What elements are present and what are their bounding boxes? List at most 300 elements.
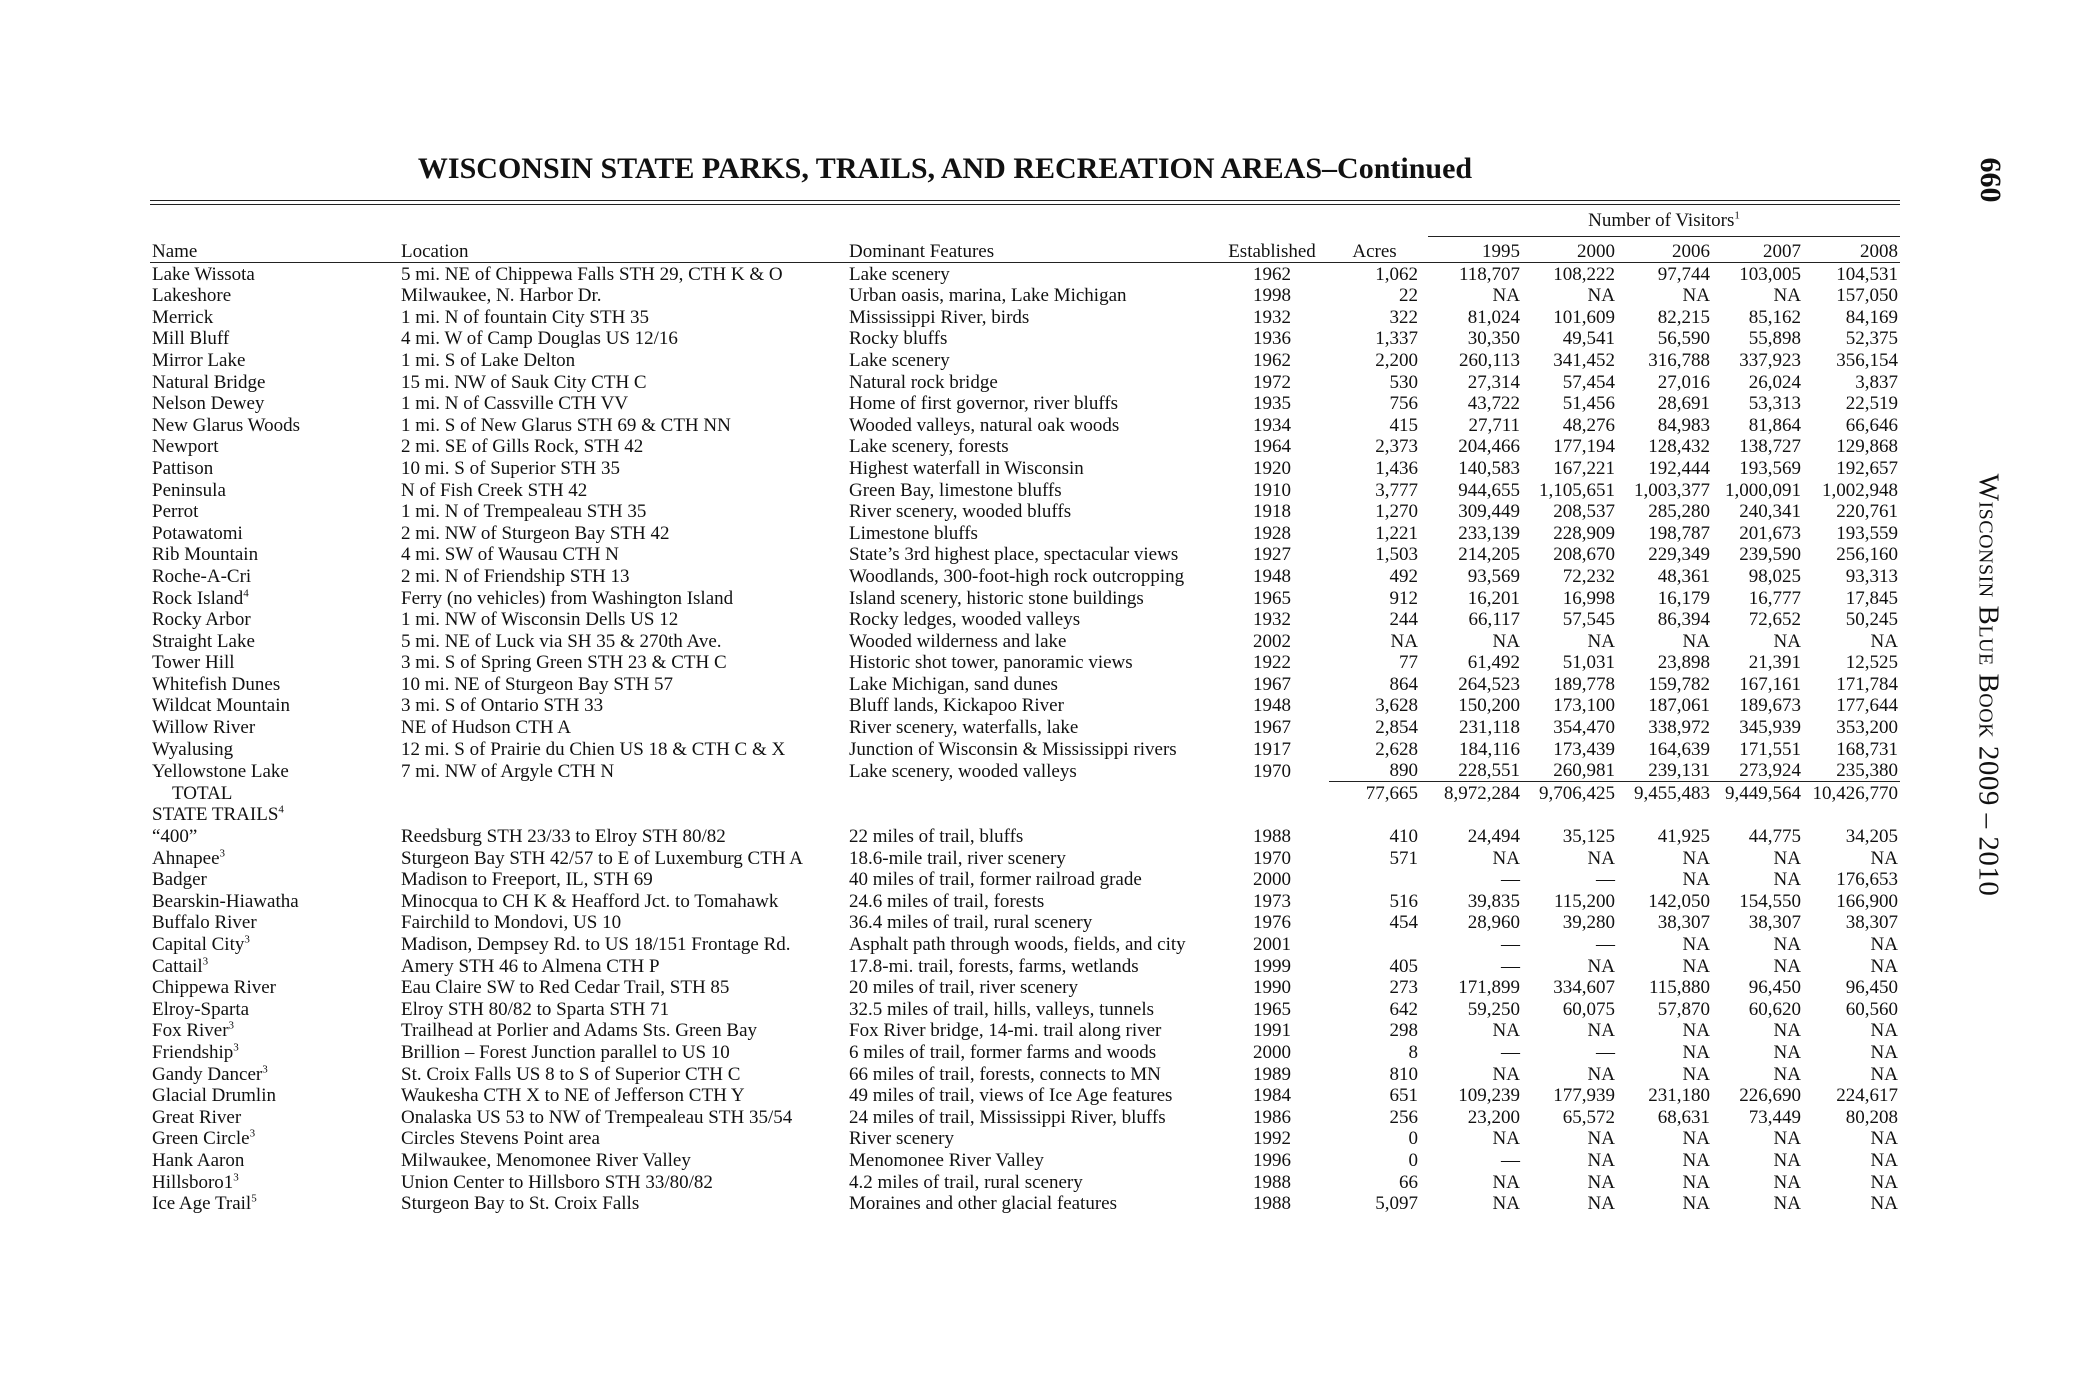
- trail-features: 36.4 miles of trail, rural scenery: [849, 912, 1093, 934]
- trail-visitors-2000: —: [1596, 1041, 1615, 1063]
- park-name-cell: [150, 436, 399, 458]
- park-row: [150, 414, 1900, 436]
- park-features: Lake Michigan, sand dunes: [849, 673, 1058, 695]
- park-visitors-1995: 150,200: [1458, 695, 1520, 717]
- park-established: 1922: [1253, 652, 1291, 674]
- park-location-text: Ferry (no vehicles) from Washington Island: [401, 587, 734, 609]
- trail-name: Great River: [152, 1106, 242, 1128]
- park-features: Urban oasis, marina, Lake Michigan: [849, 285, 1127, 307]
- trail-footnote: 3: [233, 1171, 239, 1184]
- park-row: [150, 393, 1900, 415]
- park-visitors-2007: 53,313: [1748, 393, 1801, 415]
- trail-features: 24.6 miles of trail, forests: [849, 890, 1045, 912]
- trail-acres: 571: [1389, 847, 1418, 869]
- trail-visitors-2007: 96,450: [1748, 977, 1801, 999]
- park-location-text: 1 mi. N of fountain City STH 35: [401, 306, 650, 328]
- park-visitors-2008: 256,160: [1836, 544, 1898, 566]
- park-established: 1972: [1253, 371, 1291, 393]
- trail-acres: 0: [1408, 1149, 1418, 1171]
- trail-features: 6 miles of trail, former farms and woods: [849, 1041, 1157, 1063]
- park-visitors-2000: 108,222: [1553, 263, 1615, 285]
- trail-footnote: 5: [251, 1193, 257, 1205]
- park-location-text: 4 mi. SW of Wausau CTH N: [401, 544, 619, 566]
- trail-footnote: 3: [219, 847, 226, 860]
- park-visitors-2006: 1,003,377: [1634, 479, 1710, 501]
- park-visitors-2007: 273,924: [1712, 760, 1803, 782]
- park-visitors-2008: 22,519: [1845, 393, 1898, 415]
- park-established: 1934: [1253, 414, 1291, 436]
- trail-visitors-2007: 60,620: [1748, 998, 1801, 1020]
- park-visitors-2007: 201,673: [1739, 522, 1801, 544]
- park-row: [150, 716, 1900, 738]
- park-features: State’s 3rd highest place, spectacular views: [849, 544, 1179, 566]
- trail-visitors-2007: NA: [1773, 1149, 1801, 1171]
- park-features: Wooded wilderness and lake: [849, 630, 1067, 652]
- trail-location-text: Brillion – Forest Junction parallel to US 10: [401, 1041, 730, 1063]
- trail-features: 18.6-mile trail, river scenery: [849, 847, 1066, 869]
- park-visitors-1995: 81,024: [1467, 306, 1520, 328]
- park-visitors-1995: 16,201: [1467, 587, 1520, 609]
- trail-established: 1986: [1253, 1106, 1291, 1128]
- trail-name-cell: [150, 1020, 399, 1042]
- park-visitors-2007: 21,391: [1748, 652, 1801, 674]
- park-row: [150, 760, 1900, 782]
- park-established: 1928: [1253, 522, 1291, 544]
- page-title: WISCONSIN STATE PARKS, TRAILS, AND RECREATION AREAS–Continued: [417, 152, 1473, 185]
- park-visitors-2008: 66,646: [1845, 414, 1898, 436]
- park-location-text: 15 mi. NW of Sauk City CTH C: [401, 371, 647, 393]
- trail-acres: 0: [1408, 1128, 1418, 1150]
- trail-established: 1988: [1253, 826, 1291, 848]
- park-visitors-2008: 356,154: [1836, 349, 1898, 371]
- trail-row: [150, 890, 1900, 912]
- park-visitors-2000: 177,194: [1553, 436, 1615, 458]
- trail-name: Bearskin-Hiawatha: [152, 890, 299, 912]
- park-visitors-1995: 184,116: [1458, 738, 1520, 760]
- park-location: [399, 371, 847, 393]
- park-name: Straight Lake: [152, 630, 255, 652]
- park-row: [150, 609, 1900, 631]
- trail-visitors-1995: NA: [1492, 847, 1520, 869]
- park-name-cell: [150, 522, 399, 544]
- trail-row: [150, 1171, 1900, 1193]
- trail-visitors-2006: NA: [1682, 1171, 1710, 1193]
- park-footnote: 4: [243, 587, 249, 600]
- trail-visitors-2006: NA: [1682, 1193, 1710, 1215]
- park-visitors-2000: 48,276: [1562, 414, 1615, 436]
- park-visitors-2007: 167,161: [1739, 673, 1801, 695]
- trail-name: Capital City: [152, 934, 245, 955]
- park-name: Roche-A-Cri: [152, 565, 252, 587]
- total-2000: 9,706,425: [1539, 782, 1615, 804]
- trail-visitors-2006: 142,050: [1648, 890, 1710, 912]
- header-rule-1: [150, 200, 1900, 201]
- col-header-2006: 2006: [1617, 236, 1712, 263]
- park-features: Junction of Wisconsin & Mississippi rivers: [849, 738, 1177, 760]
- park-visitors-2008: 93,313: [1845, 565, 1898, 587]
- park-visitors-1995: 140,583: [1458, 457, 1520, 479]
- park-visitors-2008: 3,837: [1855, 371, 1898, 393]
- trail-name-cell: [150, 998, 399, 1020]
- trail-established: 1976: [1253, 912, 1291, 934]
- park-visitors-2008: 52,375: [1845, 328, 1898, 350]
- trail-visitors-2008: 34,205: [1845, 826, 1898, 848]
- trail-established: 2001: [1253, 934, 1291, 955]
- trail-name-cell: [150, 825, 399, 847]
- park-features: Mississippi River, birds: [849, 306, 1030, 328]
- trail-visitors-1995: —: [1501, 934, 1520, 955]
- trail-footnote: 3: [228, 1020, 235, 1033]
- trail-visitors-1995: NA: [1492, 1171, 1520, 1193]
- trail-row: [150, 1128, 1900, 1150]
- park-visitors-2006: 82,215: [1657, 306, 1710, 328]
- park-visitors-1995: NA: [1492, 630, 1520, 652]
- park-location: [399, 630, 847, 652]
- trail-visitors-2006: NA: [1682, 1041, 1710, 1063]
- park-established: 1948: [1253, 565, 1291, 587]
- park-visitors-2007: 345,939: [1739, 717, 1801, 739]
- park-visitors-2006: 338,972: [1648, 717, 1710, 739]
- total-label: TOTAL: [152, 783, 235, 804]
- park-location-text: 1 mi. N of Trempealeau STH 35: [401, 501, 647, 523]
- park-location: [399, 501, 847, 523]
- park-visitors-2006: 84,983: [1657, 414, 1710, 436]
- trail-established: 1973: [1253, 890, 1291, 912]
- park-acres: 2,628: [1375, 738, 1418, 760]
- park-name-cell: [150, 716, 399, 738]
- park-visitors-2000: 189,778: [1553, 673, 1615, 695]
- park-visitors-2007: 103,005: [1739, 263, 1801, 285]
- park-name: Nelson Dewey: [152, 393, 265, 415]
- park-features: Limestone bluffs: [849, 522, 978, 544]
- park-features: Historic shot tower, panoramic views: [849, 652, 1133, 674]
- park-row: [150, 457, 1900, 479]
- park-name: Pattison: [152, 457, 214, 479]
- park-established: 1970: [1253, 760, 1291, 782]
- park-acres: 1,221: [1375, 522, 1418, 544]
- trail-established: 1988: [1253, 1171, 1291, 1193]
- trail-visitors-2000: 334,607: [1553, 977, 1615, 999]
- park-acres: 864: [1389, 673, 1418, 695]
- park-visitors-1995: 214,205: [1458, 544, 1520, 566]
- park-location: [399, 544, 847, 566]
- park-location: [399, 393, 847, 415]
- park-name-cell: [150, 306, 399, 328]
- trail-visitors-2008: NA: [1870, 1193, 1898, 1215]
- park-acres: 530: [1389, 371, 1418, 393]
- park-name-cell: [150, 695, 399, 717]
- col-header-acres: Acres: [1329, 236, 1420, 263]
- trail-visitors-2006: NA: [1682, 1128, 1710, 1150]
- park-row: [150, 306, 1900, 328]
- trail-name-cell: [150, 1128, 399, 1150]
- park-visitors-2007: 55,898: [1748, 328, 1801, 350]
- trail-location-text: Madison to Freeport, IL, STH 69: [401, 869, 653, 891]
- trail-location: [399, 1085, 847, 1107]
- park-row: [150, 501, 1900, 523]
- trail-location: [399, 1063, 847, 1085]
- park-acres: 244: [1389, 609, 1418, 631]
- park-location: [399, 760, 847, 782]
- park-name-cell: [150, 630, 399, 652]
- park-acres: 2,200: [1375, 349, 1418, 371]
- park-acres: 492: [1389, 565, 1418, 587]
- park-visitors-2008: 129,868: [1836, 436, 1898, 458]
- park-location-text: 1 mi. NW of Wisconsin Dells US 12: [401, 609, 679, 631]
- park-row: [150, 695, 1900, 717]
- park-location: [399, 436, 847, 458]
- trail-established: 1992: [1253, 1128, 1291, 1150]
- trail-visitors-2000: NA: [1587, 847, 1615, 869]
- park-visitors-2008: 157,050: [1836, 285, 1898, 307]
- trail-visitors-2008: 60,560: [1845, 998, 1898, 1020]
- park-acres: 1,337: [1375, 328, 1418, 350]
- trail-row: [150, 825, 1900, 847]
- park-visitors-2000: 16,998: [1562, 587, 1615, 609]
- park-visitors-2007: 85,162: [1748, 306, 1801, 328]
- park-location-text: 1 mi. N of Cassville CTH VV: [401, 393, 629, 415]
- park-name: Lakeshore: [152, 285, 232, 307]
- trail-acres: 256: [1389, 1106, 1418, 1128]
- trails-heading: [150, 804, 1900, 826]
- park-location: [399, 565, 847, 587]
- park-location: [399, 263, 847, 285]
- trails-body: [150, 825, 1900, 1214]
- trail-name-cell: [150, 955, 399, 977]
- visitors-header-text: Number of Visitors: [1588, 210, 1735, 231]
- park-visitors-1995: 309,449: [1458, 501, 1520, 523]
- park-visitors-2008: 353,200: [1836, 717, 1898, 739]
- trail-visitors-2007: 226,690: [1739, 1085, 1801, 1107]
- trail-visitors-2000: 177,939: [1553, 1085, 1615, 1107]
- park-visitors-2007: NA: [1773, 630, 1801, 652]
- trail-location: [399, 955, 847, 977]
- park-visitors-2006: 285,280: [1648, 501, 1710, 523]
- trail-visitors-2008: NA: [1870, 955, 1898, 977]
- trail-location: [399, 869, 847, 891]
- trail-visitors-2008: NA: [1870, 934, 1898, 955]
- park-row: [150, 587, 1900, 609]
- trail-visitors-2000: NA: [1587, 955, 1615, 977]
- trail-name: Ahnapee: [152, 847, 220, 869]
- trail-visitors-1995: 109,239: [1458, 1085, 1520, 1107]
- trail-established: 1965: [1253, 998, 1291, 1020]
- park-established: 1964: [1253, 436, 1291, 458]
- trail-footnote: 3: [202, 955, 209, 968]
- park-name-cell: [150, 414, 399, 436]
- park-visitors-2007: 26,024: [1748, 371, 1801, 393]
- park-established: 1965: [1253, 587, 1291, 609]
- park-location: [399, 695, 847, 717]
- park-name: Rock Island: [152, 587, 244, 609]
- trail-acres: 8: [1408, 1041, 1418, 1063]
- col-header-2000: 2000: [1522, 236, 1617, 263]
- trail-location-text: Eau Claire SW to Red Cedar Trail, STH 85: [401, 977, 730, 999]
- trail-name-cell: [150, 847, 399, 869]
- park-location-text: 12 mi. S of Prairie du Chien US 18 & CTH C & X: [401, 738, 786, 760]
- trail-visitors-1995: NA: [1492, 1063, 1520, 1085]
- park-visitors-1995: 228,551: [1420, 760, 1522, 782]
- trail-visitors-2000: 35,125: [1562, 826, 1615, 848]
- park-name-cell: [150, 673, 399, 695]
- park-established: 1948: [1253, 695, 1291, 717]
- park-name-cell: [150, 328, 399, 350]
- park-established: 1935: [1253, 393, 1291, 415]
- park-features: Lake scenery, forests: [849, 436, 1009, 458]
- trail-name: Cattail: [152, 955, 203, 977]
- park-established: 1962: [1253, 349, 1291, 371]
- park-name: Rocky Arbor: [152, 609, 251, 631]
- park-name: Wildcat Mountain: [152, 695, 291, 717]
- park-visitors-1995: NA: [1492, 285, 1520, 307]
- trail-visitors-2000: —: [1596, 869, 1615, 891]
- trail-location-text: Sturgeon Bay STH 42/57 to E of Luxemburg CTH A: [401, 847, 803, 869]
- park-name-cell: [150, 501, 399, 523]
- trail-location: [399, 998, 847, 1020]
- park-visitors-2007: 337,923: [1739, 349, 1801, 371]
- park-visitors-2000: 1,105,651: [1539, 479, 1615, 501]
- trail-visitors-2007: 44,775: [1748, 826, 1801, 848]
- park-acres: 912: [1389, 587, 1418, 609]
- park-established: 1918: [1253, 501, 1291, 523]
- trail-location-text: Waukesha CTH X to NE of Jefferson CTH Y: [401, 1085, 745, 1107]
- park-location-text: 5 mi. NE of Luck via SH 35 & 270th Ave.: [401, 630, 722, 652]
- park-acres: 415: [1389, 414, 1418, 436]
- park-established: 1998: [1253, 285, 1291, 307]
- trail-established: 1970: [1253, 847, 1291, 869]
- trail-name: Glacial Drumlin: [152, 1085, 276, 1107]
- trail-established: 1988: [1253, 1193, 1291, 1215]
- park-name: Willow River: [152, 717, 256, 739]
- trail-established: 2000: [1253, 869, 1291, 891]
- trail-visitors-1995: 23,200: [1467, 1106, 1520, 1128]
- trail-visitors-1995: 28,960: [1467, 912, 1520, 934]
- park-visitors-2006: 28,691: [1657, 393, 1710, 415]
- park-visitors-2008: 177,644: [1836, 695, 1898, 717]
- park-visitors-2008: 104,531: [1836, 263, 1898, 285]
- park-visitors-2008: 84,169: [1845, 306, 1898, 328]
- park-name-cell: [150, 393, 399, 415]
- park-acres: 1,436: [1375, 457, 1418, 479]
- park-name-cell: [150, 565, 399, 587]
- trail-visitors-2000: 65,572: [1562, 1106, 1615, 1128]
- trail-visitors-2000: 60,075: [1562, 998, 1615, 1020]
- trail-visitors-2000: NA: [1587, 1128, 1615, 1150]
- trail-acres: 651: [1389, 1085, 1418, 1107]
- park-visitors-2008: 168,731: [1836, 738, 1898, 760]
- park-visitors-2008: 193,559: [1836, 522, 1898, 544]
- trail-visitors-1995: —: [1501, 1149, 1520, 1171]
- park-row: [150, 652, 1900, 674]
- park-name-cell: [150, 285, 399, 307]
- park-acres: 2,373: [1375, 436, 1418, 458]
- trail-features: Asphalt path through woods, fields, and city: [849, 934, 1186, 955]
- trail-visitors-1995: NA: [1492, 1128, 1520, 1150]
- park-location-text: 3 mi. S of Spring Green STH 23 & CTH C: [401, 652, 727, 674]
- park-location-text: N of Fish Creek STH 42: [401, 479, 588, 501]
- trail-features: 4.2 miles of trail, rural scenery: [849, 1171, 1083, 1193]
- trail-visitors-2007: NA: [1773, 1020, 1801, 1042]
- trail-row: [150, 1149, 1900, 1171]
- park-visitors-2008: 1,002,948: [1822, 479, 1898, 501]
- park-acres: 22: [1399, 285, 1418, 307]
- park-location-text: 2 mi. NW of Sturgeon Bay STH 42: [401, 522, 670, 544]
- park-visitors-2000: 167,221: [1553, 457, 1615, 479]
- trail-visitors-2008: NA: [1870, 1171, 1898, 1193]
- park-name: Wyalusing: [152, 738, 234, 760]
- trail-visitors-2006: NA: [1682, 847, 1710, 869]
- park-established: 1962: [1253, 263, 1291, 285]
- trail-established: 1991: [1253, 1020, 1291, 1042]
- trail-visitors-2008: 38,307: [1845, 912, 1898, 934]
- park-location-text: Milwaukee, N. Harbor Dr.: [401, 285, 602, 307]
- trail-footnote: 3: [233, 1041, 239, 1054]
- park-name-cell: [150, 457, 399, 479]
- trail-acres: 642: [1389, 998, 1418, 1020]
- park-location-text: 4 mi. W of Camp Douglas US 12/16: [401, 328, 678, 350]
- park-acres: 77: [1399, 652, 1418, 674]
- trail-visitors-2000: NA: [1587, 1149, 1615, 1171]
- col-header-established: Established: [1215, 236, 1329, 263]
- park-established: 1910: [1253, 479, 1291, 501]
- park-visitors-2000: NA: [1587, 285, 1615, 307]
- trail-visitors-2007: NA: [1773, 869, 1801, 891]
- park-location: [399, 738, 847, 760]
- trail-name: Green Circle: [152, 1128, 250, 1150]
- park-features: Lake scenery: [849, 349, 950, 371]
- park-name-cell: [150, 479, 399, 501]
- park-visitors-2006: 27,016: [1657, 371, 1710, 393]
- park-name: Perrot: [152, 501, 199, 523]
- trail-name-cell: [150, 1085, 399, 1107]
- park-name-cell: [150, 609, 399, 631]
- trail-row: [150, 912, 1900, 934]
- park-location: [399, 306, 847, 328]
- park-acres: NA: [1390, 630, 1418, 652]
- park-visitors-2008: 12,525: [1845, 652, 1898, 674]
- park-location: [399, 285, 847, 307]
- park-location: [399, 652, 847, 674]
- park-visitors-1995: 233,139: [1458, 522, 1520, 544]
- park-visitors-2006: 316,788: [1648, 349, 1710, 371]
- trail-row: [150, 847, 1900, 869]
- trail-name-cell: [150, 1149, 399, 1171]
- park-visitors-2006: 159,782: [1648, 673, 1710, 695]
- trail-name: Buffalo River: [152, 912, 257, 934]
- park-name: Potawatomi: [152, 522, 243, 544]
- park-visitors-2006: 198,787: [1648, 522, 1710, 544]
- running-head-text: Wisconsin Blue Book 2009 – 2010: [1972, 473, 2005, 897]
- park-location-text: 1 mi. S of New Glarus STH 69 & CTH NN: [401, 414, 731, 436]
- park-name-cell: [150, 371, 399, 393]
- park-visitors-2000: 49,541: [1562, 328, 1615, 350]
- park-name: New Glarus Woods: [152, 414, 300, 436]
- park-visitors-2000: 72,232: [1562, 565, 1615, 587]
- park-row: [150, 544, 1900, 566]
- trail-location: [399, 1193, 847, 1215]
- park-visitors-2000: 51,456: [1562, 393, 1615, 415]
- page-number: [1970, 150, 2010, 210]
- trail-visitors-2006: 231,180: [1648, 1085, 1710, 1107]
- park-name: Rib Mountain: [152, 544, 259, 566]
- park-name: Yellowstone Lake: [152, 760, 289, 782]
- park-visitors-2000: NA: [1587, 630, 1615, 652]
- trail-visitors-2006: 57,870: [1657, 998, 1710, 1020]
- park-features: Bluff lands, Kickapoo River: [849, 695, 1064, 717]
- park-established: 1967: [1253, 673, 1291, 695]
- park-acres: 3,777: [1375, 479, 1418, 501]
- park-features: Lake scenery: [849, 263, 950, 285]
